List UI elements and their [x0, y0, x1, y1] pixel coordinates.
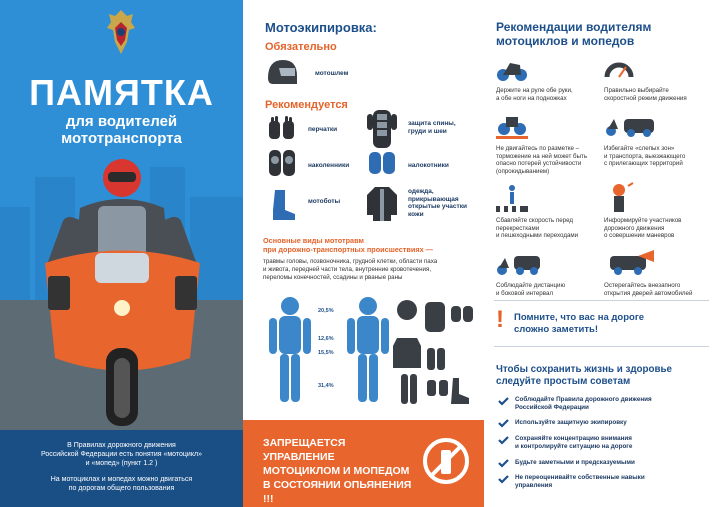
label-line: прикрывающая [408, 195, 459, 203]
percentage-label: 20,5% [318, 308, 334, 314]
label-line: кожи [408, 210, 424, 218]
car-door-icon [608, 248, 656, 276]
page-subtitle [0, 113, 243, 147]
percentage-label: 15,5% [318, 350, 334, 356]
tips-heading [496, 364, 672, 388]
check-icon [498, 436, 509, 445]
text-line: травмы головы, позвоночника, грудной клетки, области паха [263, 258, 438, 265]
elbow-pads-icon [367, 150, 397, 178]
rec-line: дорожного движения [604, 224, 665, 232]
knee-pads-icon [267, 148, 297, 180]
rec-item [604, 145, 685, 168]
rec-line: перекрестками [496, 224, 540, 232]
elbow-pads-label: налокотники [408, 162, 449, 169]
injuries-heading [263, 236, 433, 254]
subtitle-line: для водителей [65, 113, 178, 130]
drunk-driving-ban [243, 420, 484, 507]
percentage-label: 31,4% [318, 383, 334, 389]
tip-line: Будьте заметными и предсказуемыми [515, 459, 635, 466]
helmet-label: мотошлем [315, 70, 349, 77]
rec-item [604, 217, 681, 240]
jacket-label [408, 188, 467, 218]
speedometer-icon [604, 55, 634, 83]
note-line: Российской Федерации есть понятия «мотоцикл» [41, 451, 202, 458]
back-protector-icon [367, 108, 397, 150]
boots-label: мотоботы [308, 198, 341, 205]
percentage-label: 12,6% [318, 336, 334, 342]
tip-line: Соблюдайте Правила дорожного движения [515, 396, 652, 403]
rec-line: торможение на ней может быть [496, 152, 588, 160]
rec-line: с прилегающих территорий [604, 160, 683, 167]
ban-line: ЗАПРЕЩАЕТСЯ УПРАВЛЕНИЕ [263, 437, 346, 463]
heading-line: Основные виды мототравм [263, 236, 364, 245]
rec-line: Остерегайтесь внезапного [604, 282, 681, 289]
note-line: и «мопед» (пункт 1.2 ) [85, 460, 158, 467]
rec-line: а обе ноги на подножках [496, 94, 567, 102]
text-line: переломы конечностей, ссадины и рваные раны [263, 274, 403, 281]
rec-line: Избегайте «слепых зон» [604, 145, 675, 152]
rec-line: Не двигайтесь по разметке – [496, 145, 580, 152]
gloves-label: перчатки [308, 126, 338, 133]
note-line: по дорогам общего пользования [68, 485, 175, 492]
ban-line: В СОСТОЯНИИ ОПЬЯНЕНИЯ !!! [263, 479, 412, 505]
police-emblem-icon [105, 8, 137, 56]
motorcycle-icon [496, 55, 528, 83]
title-line: Рекомендации водителям [496, 20, 652, 34]
check-icon [498, 419, 509, 428]
ban-text [263, 436, 413, 506]
road-marking-icon [496, 111, 528, 139]
tip-line: Не переоценивайте собственные навыки [515, 474, 645, 481]
rec-line: Сбавляйте скорость перед [496, 217, 574, 224]
exclamation-icon: ! [496, 306, 504, 333]
middle-panel [243, 0, 484, 507]
check-icon [498, 397, 509, 406]
rec-line: (опрокидыванием) [496, 167, 550, 175]
rec-item [604, 282, 692, 297]
recommendations-title [496, 20, 651, 48]
note-line: В Правилах дорожного движения [67, 442, 176, 449]
rec-line: о совершении маневров [604, 232, 675, 239]
tip-line: Российской Федерации [515, 403, 589, 411]
recommended-heading: Рекомендуется [265, 99, 348, 111]
blind-spot-icon [604, 111, 656, 139]
rec-item [496, 282, 565, 297]
rec-item [604, 87, 687, 102]
injuries-text [263, 258, 473, 282]
rec-line: скоростной режим движения [604, 94, 687, 102]
warning-line: Помните, что вас на дороге [514, 312, 645, 323]
rec-line: Информируйте участников [604, 217, 682, 224]
heading-line: следуйте простым советам [496, 376, 631, 387]
heading-line: при дорожно-транспортных происшествиях — [263, 245, 433, 254]
rec-line: Соблюдайте дистанцию [496, 282, 566, 289]
rec-item [496, 87, 573, 102]
motorcyclist-illustration [40, 158, 205, 430]
label-line: открытые участки [408, 203, 467, 210]
rec-item [496, 217, 578, 240]
heading-line: Чтобы сохранить жизнь и здоровье [496, 364, 673, 375]
warning-line: сложно заметить! [514, 324, 599, 335]
rec-line: Правильно выбирайте [604, 87, 669, 94]
rec-line: Держите на руле обе руки, [496, 87, 573, 94]
jacket-icon [365, 185, 399, 223]
tip-item [515, 459, 635, 467]
label-line: груди и шеи [408, 127, 447, 135]
body-figure-front [265, 296, 315, 406]
label-line: защита спины, [408, 120, 456, 127]
title-line: мотоциклов и мопедов [496, 34, 635, 48]
turn-signal-icon [604, 182, 634, 214]
note-line: На мотоциклах и мопедах можно двигаться [50, 476, 193, 483]
no-alcohol-icon [421, 436, 471, 486]
tip-line: и контролируйте ситуацию на дороге [515, 442, 633, 450]
rec-line: опасно потерей устойчивости [496, 160, 582, 167]
knee-pads-label: наколенники [308, 162, 350, 169]
tip-line: управления [515, 481, 553, 489]
right-panel [484, 0, 720, 507]
divider [494, 346, 709, 347]
check-icon [498, 475, 509, 484]
note-vehicle-definition [10, 441, 233, 468]
rec-line: и пешеходными переходами [496, 232, 579, 239]
tip-item [515, 435, 632, 450]
label-line: одежда, [408, 188, 434, 195]
tip-item [515, 396, 652, 411]
note-roads [10, 475, 233, 493]
tip-line: Используйте защитную экипировку [515, 419, 627, 426]
distance-icon [496, 250, 542, 276]
helmet-icon [265, 58, 299, 88]
remember-warning [514, 312, 644, 336]
rec-line: и транспорта, выезжающего [604, 152, 686, 160]
check-icon [498, 459, 509, 468]
rec-line: и боковой интервал [496, 289, 554, 297]
subtitle-line: мототранспорта [61, 130, 182, 147]
tip-item [515, 474, 645, 489]
required-heading: Обязательно [265, 41, 337, 53]
page-title: ПАМЯТКА [29, 72, 214, 113]
rec-item [496, 145, 587, 175]
tip-item [515, 419, 627, 427]
body-figure-back [343, 296, 393, 406]
text-line: и живота, передней части тела, внутренние кровотечения, [263, 266, 432, 273]
crosswalk-icon [496, 184, 528, 214]
rec-line: открытия дверей автомобилей [604, 289, 693, 297]
divider [494, 300, 709, 301]
gloves-icon [267, 115, 297, 143]
ban-line: МОТОЦИКЛОМ И МОПЕДОМ [263, 465, 410, 477]
boots-icon [267, 188, 297, 222]
equipment-title: Мотоэкипировка: [265, 20, 377, 35]
tip-line: Сохраняйте концентрацию внимания [515, 435, 632, 442]
protective-gear-set-icon [393, 298, 475, 408]
back-protector-label [408, 120, 456, 135]
left-panel [0, 0, 243, 507]
